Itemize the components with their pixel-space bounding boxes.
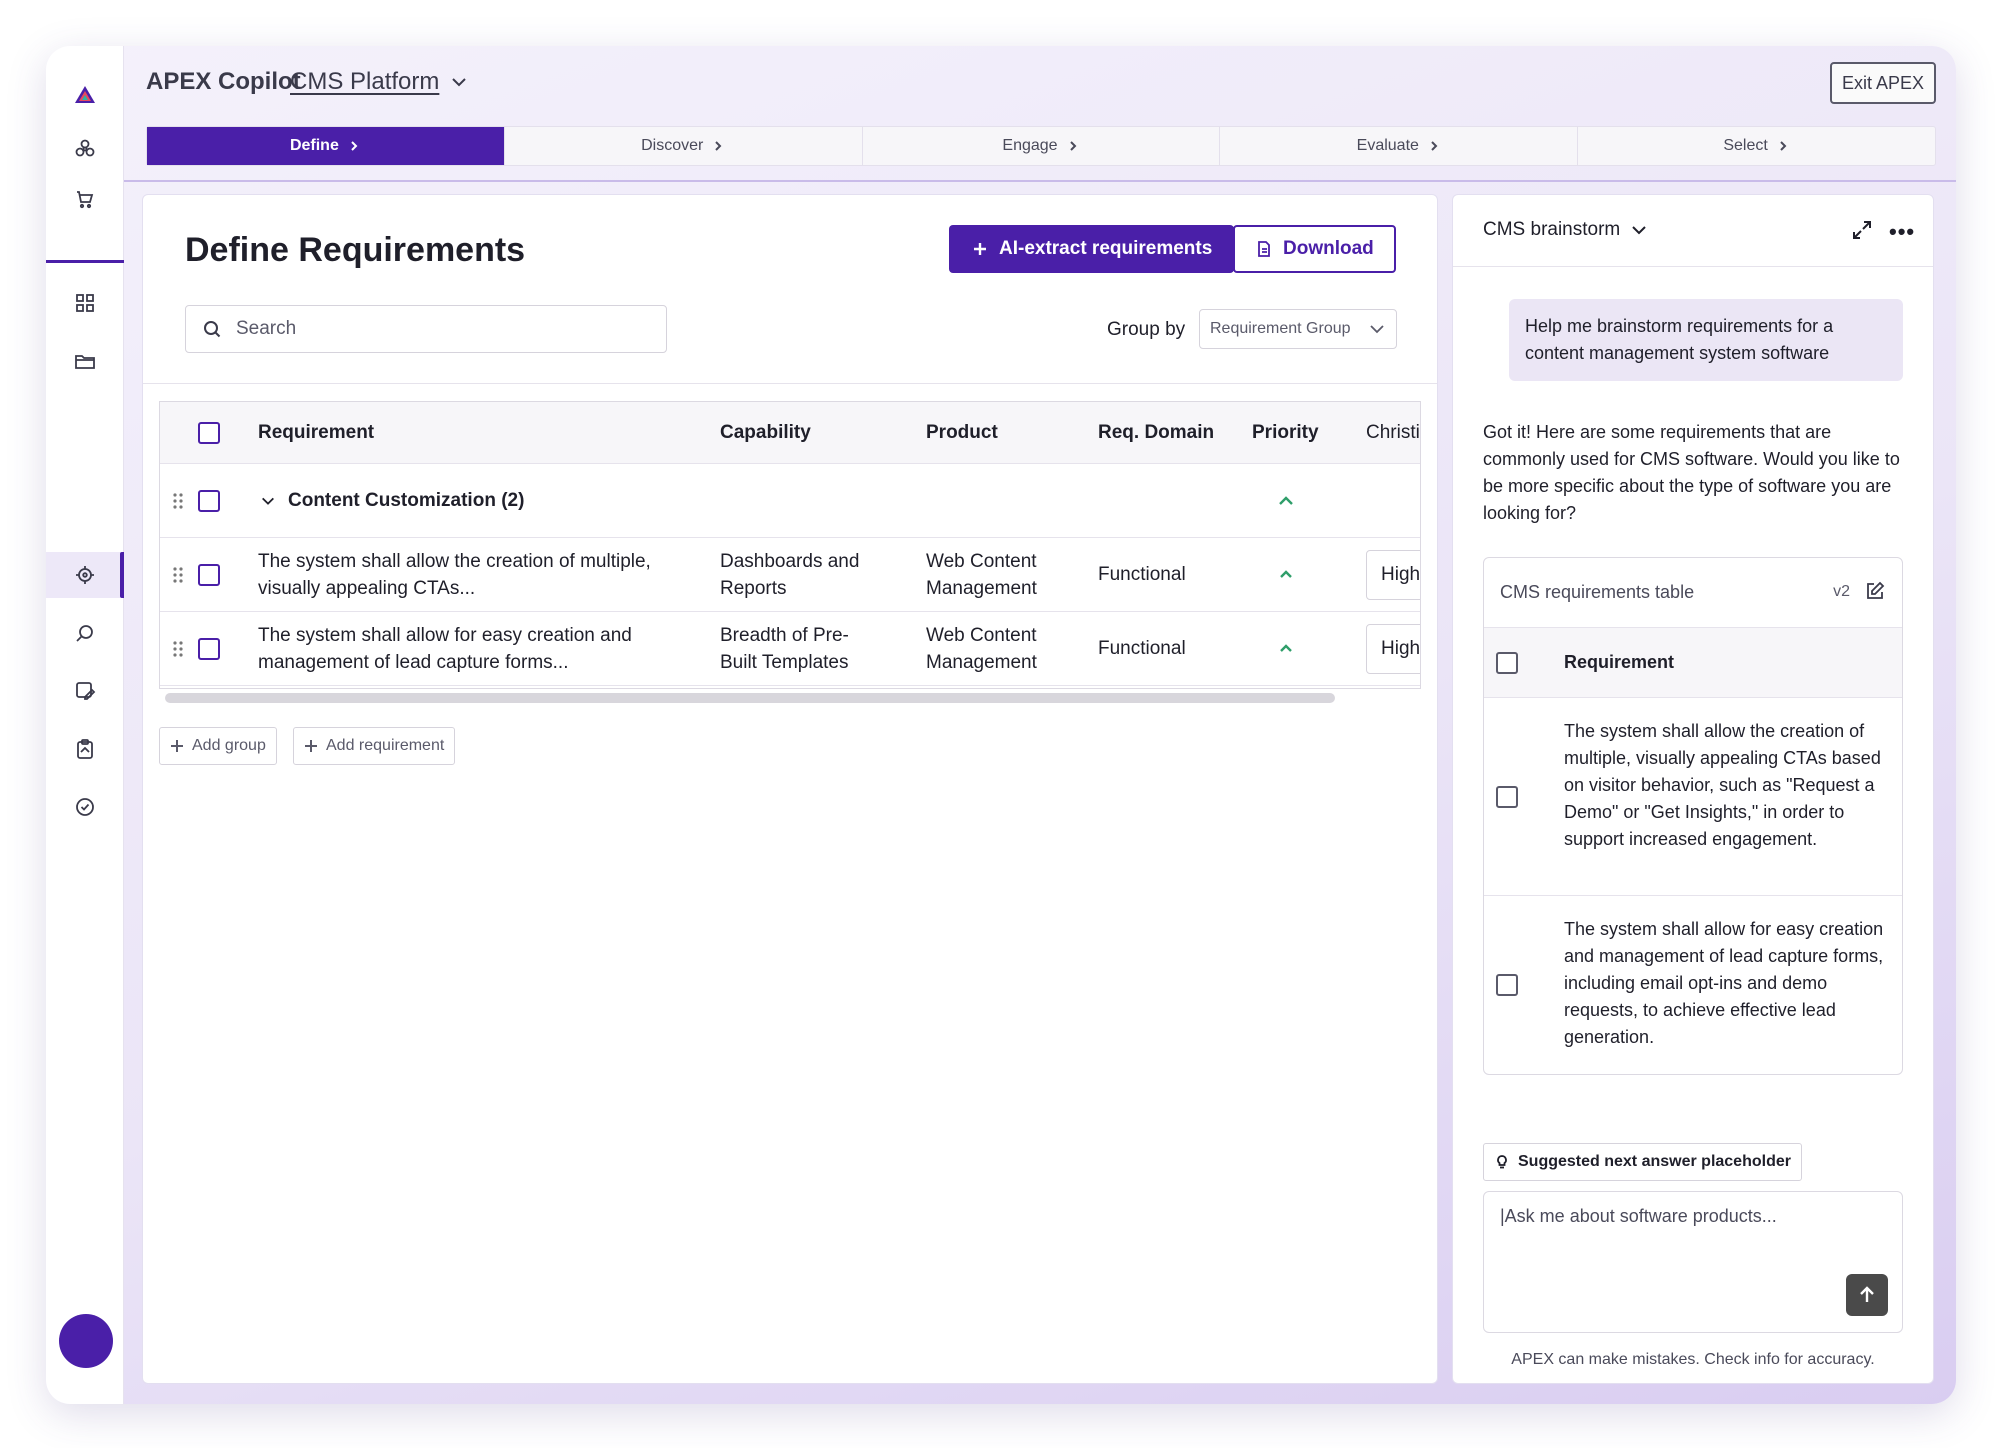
suggestion-text: Suggested next answer placeholder [1518, 1153, 1791, 1170]
clipboard-icon[interactable] [46, 726, 124, 772]
add-group-button[interactable] [159, 727, 277, 765]
drag-handle-icon[interactable] [172, 464, 184, 537]
domain-cell: Functional [1098, 564, 1186, 585]
add-requirement-label: Add requirement [326, 737, 445, 754]
column-header[interactable]: Christi [1366, 422, 1420, 443]
requirement-cell: The system shall allow for easy creation and management of lead capture forms... [258, 624, 632, 673]
search-icon[interactable] [46, 610, 124, 656]
ai-extract-button[interactable] [949, 225, 1234, 273]
artifact-column-header [1484, 628, 1902, 698]
group-toggle[interactable] [260, 464, 276, 537]
requirements-panel [142, 194, 1438, 1384]
step-label: Evaluate [1356, 137, 1419, 154]
artifact-select-all-checkbox[interactable] [1496, 652, 1518, 674]
group-by-value: Requirement Group [1210, 320, 1351, 337]
capability-cell: Dashboards and Reports [720, 550, 860, 599]
column-header[interactable]: Req. Domain [1098, 422, 1215, 443]
document-icon [1255, 240, 1273, 258]
header-divider [124, 180, 1956, 182]
product-cell: Web Content Management [926, 550, 1037, 599]
artifact-row-text: The system shall allow for easy creation and management of lead capture forms, including email opt-ins and demo requests, to achieve effective lead generation. [1564, 919, 1884, 1047]
row-checkbox[interactable] [198, 490, 220, 512]
artifact-row-checkbox[interactable] [1496, 786, 1518, 808]
group-label: Content Customization (2) [288, 490, 525, 511]
table-row[interactable] [160, 538, 1421, 612]
edit-icon[interactable] [1864, 580, 1886, 607]
chevron-right-icon [1066, 139, 1080, 153]
horizontal-scrollbar[interactable] [165, 693, 1335, 703]
step-discover[interactable] [505, 127, 863, 165]
capability-cell: Breadth of Pre-Built Templates [720, 624, 849, 673]
chevron-right-icon [347, 139, 361, 153]
lightbulb-icon [1494, 1154, 1510, 1170]
table-row[interactable] [160, 612, 1421, 686]
arrow-up-icon [1856, 1284, 1878, 1306]
download-button[interactable] [1233, 225, 1396, 273]
artifact-row[interactable] [1484, 698, 1902, 896]
chevron-down-icon [1368, 320, 1386, 338]
artifact-title: CMS requirements table [1500, 582, 1695, 602]
group-by-select[interactable] [1199, 309, 1397, 349]
domain-cell: Functional [1098, 638, 1186, 659]
folder-icon[interactable] [46, 338, 124, 384]
project-name: CMS Platform [290, 68, 440, 95]
cart-icon[interactable] [46, 176, 124, 222]
divider [143, 383, 1437, 384]
chevron-down-icon [260, 493, 276, 509]
artifact-column-label: Requirement [1564, 652, 1675, 672]
add-group-label: Add group [192, 737, 266, 754]
download-label: Download [1283, 238, 1374, 259]
group-row [160, 464, 1421, 538]
chat-title: CMS brainstorm [1483, 219, 1621, 240]
drag-handle-icon[interactable] [172, 612, 184, 685]
requirements-table [159, 401, 1421, 689]
disclaimer: APEX can make mistakes. Check info for accuracy. [1511, 1351, 1875, 1368]
step-label: Discover [641, 137, 704, 154]
grid-icon[interactable] [46, 280, 124, 326]
search-input[interactable] [236, 318, 636, 340]
chevron-down-icon [1630, 221, 1648, 239]
exit-apex-button[interactable]: Exit APEX [1830, 62, 1936, 104]
priority-up-icon[interactable] [1276, 612, 1296, 685]
plus-icon [304, 739, 318, 753]
column-header[interactable]: Product [926, 422, 998, 443]
chevron-down-icon [449, 72, 469, 92]
chevron-up-icon[interactable] [1276, 464, 1296, 537]
priority-chip[interactable]: High [1366, 624, 1421, 674]
chat-input[interactable] [1500, 1206, 1880, 1266]
target-icon[interactable] [46, 552, 124, 598]
requirement-cell: The system shall allow the creation of multiple, visually appealing CTAs... [258, 550, 651, 599]
table-header-row [160, 402, 1421, 464]
artifact-row[interactable] [1484, 896, 1902, 1075]
column-header[interactable]: Priority [1252, 422, 1319, 443]
column-header[interactable]: Requirement [258, 422, 375, 443]
expand-icon[interactable] [1851, 219, 1873, 246]
priority-up-icon[interactable] [1276, 538, 1296, 611]
assistant-message: Got it! Here are some requirements that are commonly used for CMS software. Would you like to be more specific about the type of software you are looking for? [1483, 422, 1900, 523]
app-window [46, 46, 1956, 1404]
hub-icon[interactable] [46, 126, 124, 172]
rail-divider [46, 260, 124, 263]
page-title: Define Requirements [185, 231, 526, 269]
step-evaluate[interactable] [1220, 127, 1578, 165]
column-header[interactable]: Capability [720, 422, 811, 443]
left-rail [46, 46, 124, 1404]
product-cell: Web Content Management [926, 624, 1037, 673]
chat-panel [1452, 194, 1934, 1384]
check-circle-icon[interactable] [46, 784, 124, 830]
chevron-right-icon [1776, 139, 1790, 153]
search-box[interactable] [185, 305, 667, 353]
step-select[interactable] [1578, 127, 1935, 165]
row-checkbox[interactable] [198, 638, 220, 660]
ai-extract-label: AI-extract requirements [999, 238, 1213, 259]
more-options-icon[interactable]: ••• [1889, 219, 1916, 244]
chat-title-select[interactable] [1483, 219, 1648, 241]
app-title: APEX Copilot [146, 68, 301, 95]
chat-header [1453, 195, 1933, 267]
plus-icon [170, 739, 184, 753]
stepper [146, 126, 1936, 166]
artifact-version: v2 [1833, 583, 1850, 600]
send-button[interactable] [1846, 1274, 1888, 1316]
plus-icon [971, 240, 989, 258]
drag-handle-icon[interactable] [172, 538, 184, 611]
step-label: Select [1723, 137, 1768, 154]
priority-chip[interactable]: High [1366, 550, 1421, 600]
requirements-artifact [1483, 557, 1903, 1075]
chat-composer [1483, 1191, 1903, 1333]
select-all-checkbox[interactable] [198, 422, 220, 444]
user-message: Help me brainstorm requirements for a content management system software [1509, 299, 1903, 381]
artifact-header [1484, 558, 1902, 628]
step-define[interactable] [147, 127, 505, 165]
logo-icon[interactable] [46, 72, 124, 118]
edit-board-icon[interactable] [46, 668, 124, 714]
artifact-row-checkbox[interactable] [1496, 974, 1518, 996]
step-label: Engage [1002, 137, 1058, 154]
chevron-right-icon [1427, 139, 1441, 153]
avatar[interactable] [59, 1314, 113, 1368]
row-checkbox[interactable] [198, 564, 220, 586]
step-label: Define [289, 137, 339, 154]
group-by-label: Group by [1107, 319, 1186, 340]
artifact-row-text: The system shall allow the creation of multiple, visually appealing CTAs based on visitor behavior, such as "Request a Demo" or "Get Insights," in order to support increased engagement. [1564, 721, 1881, 849]
suggestion-chip[interactable] [1483, 1143, 1802, 1181]
header [124, 46, 1956, 182]
search-icon [202, 319, 222, 339]
chevron-right-icon [711, 139, 725, 153]
project-select[interactable] [290, 68, 469, 96]
add-requirement-button[interactable] [293, 727, 455, 765]
step-engage[interactable] [863, 127, 1221, 165]
